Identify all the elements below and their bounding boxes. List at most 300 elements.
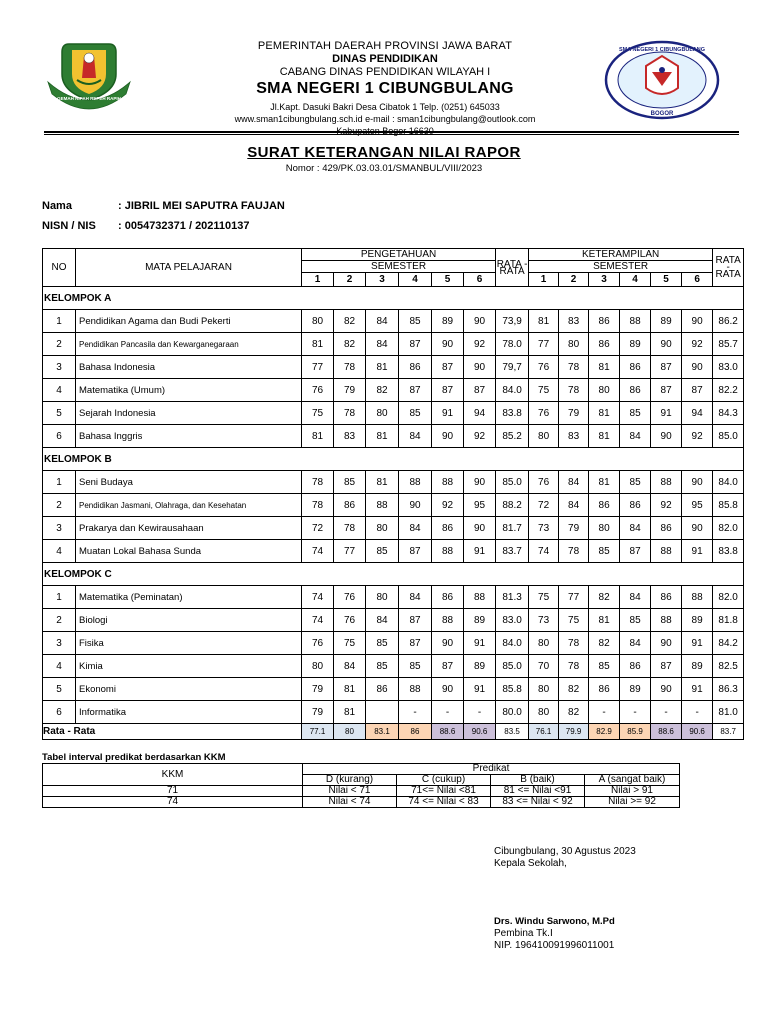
pengetahuan-score: 84: [334, 655, 366, 678]
keterampilan-score: 88: [620, 310, 651, 333]
kkm-table: [42, 763, 680, 808]
letterhead-divider-thin: [44, 134, 739, 135]
keterampilan-score: 81: [529, 310, 559, 333]
document-title: SURAT KETERANGAN NILAI RAPOR: [247, 144, 521, 161]
pengetahuan-score: 81: [366, 425, 399, 448]
pengetahuan-average: 84.0: [496, 632, 529, 655]
table-row: [43, 517, 744, 540]
kkm-predikat-column: A (sangat baik): [585, 775, 680, 786]
header-subject: MATA PELAJARAN: [76, 249, 302, 287]
row-number: 4: [43, 379, 76, 402]
subject-name: Pendidikan Jasmani, Olahraga, dan Kesehatan: [76, 494, 302, 517]
average-row: [43, 724, 744, 740]
student-name-row: [42, 200, 285, 212]
pengetahuan-score: 91: [432, 402, 464, 425]
pengetahuan-score: 87: [399, 540, 432, 563]
pengetahuan-score: 87: [432, 655, 464, 678]
pengetahuan-average: 83.7: [496, 540, 529, 563]
pengetahuan-score: 88: [399, 678, 432, 701]
pengetahuan-score: 80: [302, 655, 334, 678]
pengetahuan-score: 92: [464, 333, 496, 356]
keterampilan-score: 89: [682, 609, 713, 632]
table-row: [43, 701, 744, 724]
keterampilan-score: 82: [589, 586, 620, 609]
pengetahuan-score: 83: [334, 425, 366, 448]
keterampilan-score: 80: [559, 333, 589, 356]
kkm-predikat-column: C (cukup): [397, 775, 491, 786]
keterampilan-score: 84: [620, 517, 651, 540]
logo-left-motto: GEMAH RIPAH REPEH RAPIH: [57, 96, 121, 101]
keterampilan-score: -: [682, 701, 713, 724]
signature-role: Kepala Sekolah,: [494, 858, 567, 869]
keterampilan-score: 77: [529, 333, 559, 356]
pengetahuan-score: 79: [334, 379, 366, 402]
pengetahuan-score: 81: [334, 701, 366, 724]
keterampilan-score: 95: [682, 494, 713, 517]
pengetahuan-score: 89: [464, 655, 496, 678]
keterampilan-semester-3: 3: [589, 273, 620, 287]
pengetahuan-score: 90: [464, 356, 496, 379]
keterampilan-score: 87: [651, 356, 682, 379]
keterampilan-score: 87: [651, 379, 682, 402]
pengetahuan-average: 88.2: [496, 494, 529, 517]
group-name: KELOMPOK C: [43, 563, 744, 586]
document-number: Nomor : 429/PK.03.03.01/SMANBUL/VIII/2023: [285, 163, 483, 174]
keterampilan-score: 87: [620, 540, 651, 563]
keterampilan-score: 86: [589, 678, 620, 701]
keterampilan-score: 86: [620, 356, 651, 379]
pengetahuan-semester-average: 77.1: [302, 724, 334, 740]
pengetahuan-score: 81: [366, 356, 399, 379]
subject-name: Biologi: [76, 609, 302, 632]
pengetahuan-score: -: [432, 701, 464, 724]
pengetahuan-score: -: [464, 701, 496, 724]
keterampilan-score: 74: [529, 540, 559, 563]
keterampilan-score: 80: [529, 632, 559, 655]
kkm-predikat-column: B (baik): [491, 775, 585, 786]
pengetahuan-score: 85: [399, 655, 432, 678]
pengetahuan-score: 74: [302, 609, 334, 632]
keterampilan-score: 86: [651, 586, 682, 609]
pengetahuan-score: 87: [399, 333, 432, 356]
keterampilan-score: 92: [682, 333, 713, 356]
pengetahuan-score: 76: [302, 632, 334, 655]
subject-name: Sejarah Indonesia: [76, 402, 302, 425]
subject-name: Muatan Lokal Bahasa Sunda: [76, 540, 302, 563]
pengetahuan-average: 85.0: [496, 655, 529, 678]
pengetahuan-score: 78: [334, 517, 366, 540]
signature-place-date: Cibungbulang, 30 Agustus 2023: [494, 846, 636, 857]
pengetahuan-semester-average: 90.6: [464, 724, 496, 740]
average-label: Rata - Rata: [43, 724, 302, 740]
keterampilan-score: 91: [682, 632, 713, 655]
keterampilan-score: 85: [589, 655, 620, 678]
pengetahuan-score: 81: [302, 333, 334, 356]
pengetahuan-semester-average: 88.6: [432, 724, 464, 740]
keterampilan-score: 78: [559, 540, 589, 563]
keterampilan-score: 75: [529, 586, 559, 609]
table-row: [43, 333, 744, 356]
pengetahuan-score: 90: [464, 471, 496, 494]
logo-right-name: SMA NEGERI 1 CIBUNGBULANG: [619, 47, 705, 53]
subject-name: Matematika (Peminatan): [76, 586, 302, 609]
pengetahuan-score: 87: [399, 609, 432, 632]
header-keterampilan: KETERAMPILAN: [529, 249, 713, 261]
pengetahuan-average: 81.3: [496, 586, 529, 609]
pengetahuan-score: 85: [334, 471, 366, 494]
keterampilan-average: 86.2: [713, 310, 744, 333]
group-name: KELOMPOK A: [43, 287, 744, 310]
pengetahuan-score: 86: [432, 586, 464, 609]
keterampilan-score: 87: [682, 379, 713, 402]
table-row: [43, 586, 744, 609]
pengetahuan-score: 81: [302, 425, 334, 448]
kkm-interval: 81 <= Nilai <91: [491, 786, 585, 797]
keterampilan-score: 90: [651, 425, 682, 448]
row-number: 2: [43, 494, 76, 517]
pengetahuan-score: 76: [334, 586, 366, 609]
keterampilan-score: 85: [620, 471, 651, 494]
pengetahuan-score: 81: [334, 678, 366, 701]
pengetahuan-semester-3: 3: [366, 273, 399, 287]
row-number: 6: [43, 701, 76, 724]
keterampilan-score: 90: [682, 356, 713, 379]
table-row: [43, 655, 744, 678]
pengetahuan-score: 89: [432, 310, 464, 333]
keterampilan-semester-average: 79.9: [559, 724, 589, 740]
pengetahuan-score: 94: [464, 402, 496, 425]
keterampilan-average: 86.3: [713, 678, 744, 701]
keterampilan-score: 73: [529, 517, 559, 540]
pengetahuan-score: 77: [302, 356, 334, 379]
pengetahuan-score: 91: [464, 540, 496, 563]
signature-rank: Pembina Tk.I: [494, 928, 553, 939]
keterampilan-score: 86: [620, 379, 651, 402]
keterampilan-score: 86: [589, 494, 620, 517]
keterampilan-average: 81.0: [713, 701, 744, 724]
pengetahuan-score: 76: [302, 379, 334, 402]
group-row: [43, 448, 744, 471]
pengetahuan-score: 79: [302, 701, 334, 724]
pengetahuan-score: 95: [464, 494, 496, 517]
pengetahuan-score: 80: [302, 310, 334, 333]
keterampilan-score: 79: [559, 402, 589, 425]
keterampilan-average: 85.8: [713, 494, 744, 517]
pengetahuan-score: 84: [399, 586, 432, 609]
group-row: [43, 287, 744, 310]
pengetahuan-score: 79: [302, 678, 334, 701]
kkm-row: [43, 797, 680, 808]
keterampilan-average: 82.5: [713, 655, 744, 678]
keterampilan-score: 75: [559, 609, 589, 632]
keterampilan-semester-5: 5: [651, 273, 682, 287]
letterhead-web-email: www.sman1cibungbulang.sch.id e-mail : sman1cibungbulang@outlook.com: [234, 114, 536, 124]
pengetahuan-semester-5: 5: [432, 273, 464, 287]
school-emblem-logo: [604, 40, 720, 120]
row-number: 1: [43, 310, 76, 333]
pengetahuan-score: 75: [334, 632, 366, 655]
kkm-interval: 74 <= Nilai < 83: [397, 797, 491, 808]
table-row: [43, 310, 744, 333]
pengetahuan-average: 81.7: [496, 517, 529, 540]
pengetahuan-score: 84: [366, 310, 399, 333]
letterhead-divider-thick: [44, 131, 739, 133]
pengetahuan-score: 87: [399, 379, 432, 402]
pengetahuan-score: 87: [399, 632, 432, 655]
pengetahuan-score: 90: [432, 425, 464, 448]
subject-name: Matematika (Umum): [76, 379, 302, 402]
table-row: [43, 494, 744, 517]
keterampilan-score: 84: [620, 425, 651, 448]
subject-name: Fisika: [76, 632, 302, 655]
subject-name: Bahasa Indonesia: [76, 356, 302, 379]
student-name-label: Nama: [42, 200, 72, 212]
header-pengetahuan: PENGETAHUAN: [302, 249, 496, 261]
keterampilan-score: 84: [559, 471, 589, 494]
row-number: 6: [43, 425, 76, 448]
pengetahuan-average: 73,9: [496, 310, 529, 333]
pengetahuan-score: 84: [366, 333, 399, 356]
pengetahuan-score: 84: [399, 425, 432, 448]
pengetahuan-score: 84: [399, 517, 432, 540]
keterampilan-score: 77: [559, 586, 589, 609]
keterampilan-average: 82.0: [713, 517, 744, 540]
keterampilan-score: 88: [651, 471, 682, 494]
kkm-interval: Nilai > 91: [585, 786, 680, 797]
pengetahuan-score: 78: [334, 402, 366, 425]
kkm-interval: 71<= Nilai <81: [397, 786, 491, 797]
keterampilan-score: 92: [651, 494, 682, 517]
keterampilan-score: 84: [620, 632, 651, 655]
table-row: [43, 402, 744, 425]
keterampilan-score: 85: [620, 402, 651, 425]
pengetahuan-score: 88: [432, 471, 464, 494]
keterampilan-score: 70: [529, 655, 559, 678]
keterampilan-semester-average: 88.6: [651, 724, 682, 740]
keterampilan-score: 82: [559, 678, 589, 701]
keterampilan-score: 82: [559, 701, 589, 724]
keterampilan-score: 86: [589, 333, 620, 356]
keterampilan-score: 76: [529, 356, 559, 379]
keterampilan-score: 82: [589, 632, 620, 655]
keterampilan-score: 81: [589, 402, 620, 425]
keterampilan-score: 85: [589, 540, 620, 563]
pengetahuan-average: 85.2: [496, 425, 529, 448]
table-row: [43, 609, 744, 632]
table-row: [43, 356, 744, 379]
keterampilan-score: 92: [682, 425, 713, 448]
keterampilan-score: 81: [589, 356, 620, 379]
keterampilan-average: 85.0: [713, 425, 744, 448]
pengetahuan-semester-1: 1: [302, 273, 334, 287]
keterampilan-score: 89: [651, 310, 682, 333]
pengetahuan-average: 80.0: [496, 701, 529, 724]
kkm-interval: 83 <= Nilai < 92: [491, 797, 585, 808]
kkm-value: 74: [43, 797, 303, 808]
student-name-value: : JIBRIL MEI SAPUTRA FAUJAN: [118, 200, 285, 212]
pengetahuan-score: 88: [464, 586, 496, 609]
subject-name: Kimia: [76, 655, 302, 678]
pengetahuan-score: 85: [366, 540, 399, 563]
keterampilan-score: 80: [529, 678, 559, 701]
keterampilan-semester-average: 76.1: [529, 724, 559, 740]
keterampilan-semester-average: 90.6: [682, 724, 713, 740]
letterhead-school-name: SMA NEGERI 1 CIBUNGBULANG: [256, 80, 514, 97]
letterhead-department: DINAS PENDIDIKAN: [332, 53, 438, 65]
keterampilan-semester-2: 2: [559, 273, 589, 287]
kkm-interval: Nilai < 71: [303, 786, 397, 797]
header-pengetahuan-rata: RATA - RATA: [496, 249, 529, 287]
header-keterampilan-rata: RATA - RATA: [713, 249, 744, 287]
pengetahuan-score: 74: [302, 540, 334, 563]
pengetahuan-score: 80: [366, 586, 399, 609]
kkm-predikat-column: D (kurang): [303, 775, 397, 786]
pengetahuan-score: 91: [464, 632, 496, 655]
pengetahuan-score: 88: [399, 471, 432, 494]
pengetahuan-average: 85.8: [496, 678, 529, 701]
keterampilan-score: 89: [620, 678, 651, 701]
keterampilan-semester-average: 85.9: [620, 724, 651, 740]
table-row: [43, 540, 744, 563]
keterampilan-score: 90: [651, 678, 682, 701]
keterampilan-score: -: [620, 701, 651, 724]
keterampilan-average: 84.0: [713, 471, 744, 494]
pengetahuan-score: 85: [366, 632, 399, 655]
keterampilan-score: 78: [559, 632, 589, 655]
pengetahuan-score: 86: [399, 356, 432, 379]
keterampilan-score: 83: [559, 425, 589, 448]
keterampilan-score: 94: [682, 402, 713, 425]
pengetahuan-average: 83.0: [496, 609, 529, 632]
table-row: [43, 471, 744, 494]
keterampilan-average: 84.3: [713, 402, 744, 425]
pengetahuan-average: 85.0: [496, 471, 529, 494]
pengetahuan-score: 89: [464, 609, 496, 632]
pengetahuan-score: 75: [302, 402, 334, 425]
keterampilan-score: 88: [651, 609, 682, 632]
pengetahuan-score: 80: [366, 517, 399, 540]
pengetahuan-score: 86: [432, 517, 464, 540]
pengetahuan-semester-average: 83.1: [366, 724, 399, 740]
keterampilan-score: -: [589, 701, 620, 724]
kkm-interval: Nilai < 74: [303, 797, 397, 808]
subject-name: Pendidikan Pancasila dan Kewarganegaraan: [76, 333, 302, 356]
group-name: KELOMPOK B: [43, 448, 744, 471]
keterampilan-score: 83: [559, 310, 589, 333]
pengetahuan-semester-2: 2: [334, 273, 366, 287]
keterampilan-score: 86: [651, 517, 682, 540]
pengetahuan-score: 90: [464, 517, 496, 540]
keterampilan-score: 80: [589, 517, 620, 540]
keterampilan-score: 81: [589, 425, 620, 448]
keterampilan-score: -: [651, 701, 682, 724]
pengetahuan-score: 74: [302, 586, 334, 609]
subject-name: Ekonomi: [76, 678, 302, 701]
keterampilan-average: 81.8: [713, 609, 744, 632]
header-keterampilan-semester: SEMESTER: [529, 261, 713, 273]
table-row: [43, 678, 744, 701]
keterampilan-score: 90: [651, 632, 682, 655]
pengetahuan-score: 87: [432, 379, 464, 402]
keterampilan-score: 84: [559, 494, 589, 517]
kkm-row: [43, 786, 680, 797]
keterampilan-score: 86: [589, 310, 620, 333]
pengetahuan-score: 90: [464, 310, 496, 333]
keterampilan-overall-average: 83.7: [713, 724, 744, 740]
header-no: NO: [43, 249, 76, 287]
pengetahuan-score: 90: [432, 678, 464, 701]
pengetahuan-average: 84.0: [496, 379, 529, 402]
group-row: [43, 563, 744, 586]
pengetahuan-score: 92: [464, 425, 496, 448]
row-number: 1: [43, 471, 76, 494]
keterampilan-semester-6: 6: [682, 273, 713, 287]
grades-table: [42, 248, 744, 740]
keterampilan-score: 85: [620, 609, 651, 632]
signature-name: Drs. Windu Sarwono, M.Pd: [494, 916, 615, 927]
table-row: [43, 425, 744, 448]
row-number: 2: [43, 333, 76, 356]
subject-name: Seni Budaya: [76, 471, 302, 494]
pengetahuan-score: 82: [366, 379, 399, 402]
kkm-interval: Nilai >= 92: [585, 797, 680, 808]
kkm-header-kkm: KKM: [43, 764, 303, 786]
table-row: [43, 379, 744, 402]
table-row: [43, 632, 744, 655]
keterampilan-score: 90: [682, 471, 713, 494]
keterampilan-score: 86: [620, 655, 651, 678]
keterampilan-semester-1: 1: [529, 273, 559, 287]
row-number: 1: [43, 586, 76, 609]
keterampilan-score: 91: [682, 540, 713, 563]
keterampilan-score: 73: [529, 609, 559, 632]
keterampilan-average: 82.2: [713, 379, 744, 402]
pengetahuan-average: 79,7: [496, 356, 529, 379]
keterampilan-score: 81: [589, 609, 620, 632]
keterampilan-score: 91: [682, 678, 713, 701]
pengetahuan-score: 76: [334, 609, 366, 632]
pengetahuan-score: 86: [366, 678, 399, 701]
keterampilan-average: 83.8: [713, 540, 744, 563]
keterampilan-score: 89: [682, 655, 713, 678]
pengetahuan-semester-4: 4: [399, 273, 432, 287]
keterampilan-score: 76: [529, 471, 559, 494]
keterampilan-score: 78: [559, 356, 589, 379]
kkm-header-predikat: Predikat: [303, 764, 680, 775]
letterhead-branch: CABANG DINAS PENDIDIKAN WILAYAH I: [279, 66, 491, 78]
pengetahuan-score: 86: [334, 494, 366, 517]
letterhead-government: PEMERINTAH DAERAH PROVINSI JAWA BARAT: [257, 40, 513, 52]
keterampilan-score: 79: [559, 517, 589, 540]
keterampilan-score: 81: [589, 471, 620, 494]
keterampilan-score: 86: [620, 494, 651, 517]
keterampilan-average: 83.0: [713, 356, 744, 379]
logo-right-city: BOGOR: [650, 111, 674, 117]
pengetahuan-score: 91: [464, 678, 496, 701]
pengetahuan-score: 85: [399, 310, 432, 333]
subject-name: Informatika: [76, 701, 302, 724]
west-java-emblem-logo: [44, 38, 134, 110]
keterampilan-score: 87: [651, 655, 682, 678]
keterampilan-score: 72: [529, 494, 559, 517]
signature-nip: NIP. 196410091996011001: [494, 940, 615, 951]
pengetahuan-overall-average: 83.5: [496, 724, 529, 740]
keterampilan-score: 90: [651, 333, 682, 356]
row-number: 4: [43, 540, 76, 563]
student-nisn-row: [42, 220, 250, 232]
pengetahuan-score: -: [399, 701, 432, 724]
student-nisn-value: : 0054732371 / 202110137: [118, 220, 250, 232]
